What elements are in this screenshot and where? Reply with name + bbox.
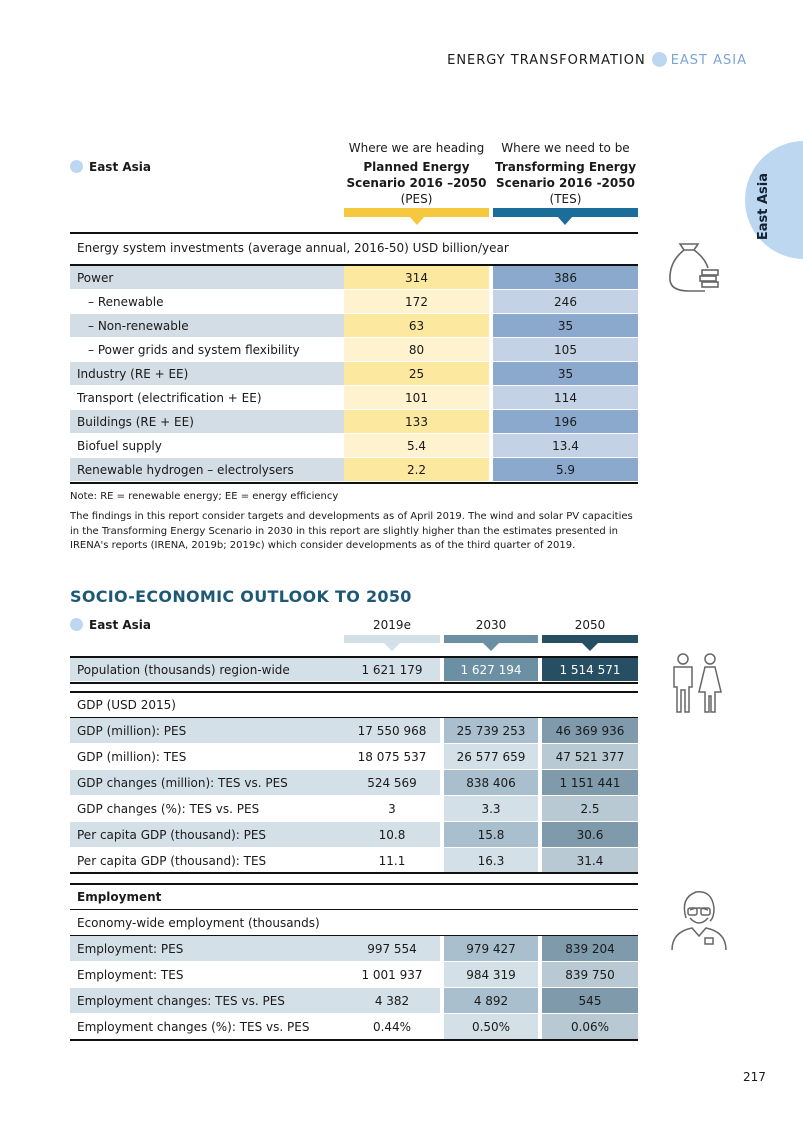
- tes-value: 105: [493, 338, 638, 362]
- value-2030: 4 892: [444, 988, 538, 1014]
- employment-title: Employment: [77, 890, 162, 904]
- pop-2030: 1 627 194: [444, 658, 538, 682]
- row-label: Per capita GDP (thousand): TES: [70, 848, 344, 874]
- table-row: [70, 1014, 638, 1040]
- investments-top-rule: [70, 232, 638, 234]
- arrow-2030-icon: [483, 643, 499, 651]
- employment-subtitle: Economy-wide employment (thousands): [77, 916, 320, 930]
- investment-row-label: – Power grids and system flexibility: [70, 338, 344, 362]
- value-2050: 46 369 936: [542, 718, 638, 744]
- tes-column-header: Where we need to be Transforming Energy Scenario 2016 -2050 (TES): [494, 141, 637, 206]
- pes-value: 63: [344, 314, 489, 338]
- value-2050: 1 151 441: [542, 770, 638, 796]
- value-2050: 30.6: [542, 822, 638, 848]
- investments-table: [70, 266, 638, 482]
- value-2019e: 17 550 968: [344, 718, 440, 744]
- value-2030: 838 406: [444, 770, 538, 796]
- tes-value: 386: [493, 266, 638, 290]
- pes-column-header: Where we are heading Planned Energy Scenario 2016 –2050 (PES): [346, 141, 487, 206]
- table-row: [70, 744, 638, 770]
- investment-row-label: – Non-renewable: [70, 314, 344, 338]
- value-2050: 839 204: [542, 936, 638, 962]
- value-2050: 2.5: [542, 796, 638, 822]
- row-label: Employment: TES: [70, 962, 344, 988]
- region-dot-icon: [70, 160, 83, 173]
- bar-2019e: [344, 635, 440, 643]
- value-2019e: 4 382: [344, 988, 440, 1014]
- header-section: ENERGY TRANSFORMATION: [447, 53, 646, 68]
- value-2030: 26 577 659: [444, 744, 538, 770]
- value-2050: 0.06%: [542, 1014, 638, 1040]
- row-label: Employment: PES: [70, 936, 344, 962]
- investment-row-label: – Renewable: [70, 290, 344, 314]
- pes-value: 172: [344, 290, 489, 314]
- note-findings: The findings in this report consider targets and developments as of April 2019. The wind and solar PV capacities in the Transforming Energy Scenario in 2030 in this report are slightly higher than the estimates presented in IRENA's reports (IRENA, 2019b; 2019c) which consider developments as of the third quarter of 2019.: [70, 511, 633, 551]
- investment-row-label: Biofuel supply: [70, 434, 344, 458]
- value-2019e: 0.44%: [344, 1014, 440, 1040]
- value-2019e: 11.1: [344, 848, 440, 874]
- bar-2030: [444, 635, 538, 643]
- pes-value: 25: [344, 362, 489, 386]
- investment-row: [70, 290, 638, 314]
- socio-section-title: SOCIO-ECONOMIC OUTLOOK TO 2050: [70, 587, 412, 606]
- tes-value: 35: [493, 314, 638, 338]
- year-header-2019e: 2019e: [373, 618, 411, 632]
- note-abbreviations: Note: RE = renewable energy; EE = energy efficiency: [70, 491, 339, 502]
- gdp-bottom-rule: [70, 872, 638, 874]
- pes-value: 80: [344, 338, 489, 362]
- row-label: GDP changes (million): TES vs. PES: [70, 770, 344, 796]
- tes-value: 114: [493, 386, 638, 410]
- value-2030: 3.3: [444, 796, 538, 822]
- table-row: [70, 822, 638, 848]
- value-2050: 31.4: [542, 848, 638, 874]
- investment-row: [70, 434, 638, 458]
- gdp-table: [70, 718, 638, 874]
- tes-value: 35: [493, 362, 638, 386]
- value-2019e: 3: [344, 796, 440, 822]
- pes-arrow-icon: [409, 216, 425, 225]
- population-row: Population (thousands) region-wide 1 621 179 1 627 194 1 514 571: [70, 658, 638, 682]
- header-region: EAST ASIA: [670, 53, 747, 68]
- value-2030: 25 739 253: [444, 718, 538, 744]
- pes-value: 5.4: [344, 434, 489, 458]
- investments-bottom-rule: [70, 482, 638, 484]
- value-2019e: 18 075 537: [344, 744, 440, 770]
- value-2030: 0.50%: [444, 1014, 538, 1040]
- value-2030: 16.3: [444, 848, 538, 874]
- investment-row: [70, 314, 638, 338]
- row-label: Employment changes (%): TES vs. PES: [70, 1014, 344, 1040]
- table-row: [70, 988, 638, 1014]
- employment-table: [70, 936, 638, 1040]
- investment-row-label: Renewable hydrogen – electrolysers: [70, 458, 344, 482]
- value-2030: 15.8: [444, 822, 538, 848]
- investment-row: [70, 410, 638, 434]
- table-row: [70, 936, 638, 962]
- page-number: 217: [743, 1070, 766, 1084]
- table-row: [70, 796, 638, 822]
- value-2050: 839 750: [542, 962, 638, 988]
- value-2019e: 997 554: [344, 936, 440, 962]
- investment-row: [70, 458, 638, 482]
- socio-region-dot-icon: [70, 618, 83, 631]
- tes-value: 196: [493, 410, 638, 434]
- tes-value: 246: [493, 290, 638, 314]
- investment-row-label: Transport (electrification + EE): [70, 386, 344, 410]
- tes-value: 13.4: [493, 434, 638, 458]
- header-dot-icon: [652, 52, 667, 67]
- investment-row-label: Industry (RE + EE): [70, 362, 344, 386]
- pes-value: 101: [344, 386, 489, 410]
- value-2030: 984 319: [444, 962, 538, 988]
- investment-row: [70, 338, 638, 362]
- investment-row: [70, 386, 638, 410]
- employment-bottom-rule: [70, 1039, 638, 1041]
- employment-rule: [70, 909, 638, 910]
- investment-row: [70, 266, 638, 290]
- value-2019e: 1 001 937: [344, 962, 440, 988]
- year-header-2030: 2030: [475, 618, 507, 632]
- row-label: Employment changes: TES vs. PES: [70, 988, 344, 1014]
- row-label: Per capita GDP (thousand): PES: [70, 822, 344, 848]
- table-row: [70, 718, 638, 744]
- tes-value: 5.9: [493, 458, 638, 482]
- pes-value: 2.2: [344, 458, 489, 482]
- year-header-2050: 2050: [574, 618, 606, 632]
- investment-row-label: Power: [70, 266, 344, 290]
- region-label: East Asia: [70, 160, 151, 174]
- gdp-top-rule: [70, 691, 638, 693]
- bar-2050: [542, 635, 638, 643]
- investment-row-label: Buildings (RE + EE): [70, 410, 344, 434]
- pop-2050: 1 514 571: [542, 658, 638, 682]
- population-bottom-rule: [70, 682, 638, 684]
- arrow-2050-icon: [582, 643, 598, 651]
- running-header: [447, 52, 747, 68]
- gdp-title: GDP (USD 2015): [77, 698, 176, 712]
- population-icon: [666, 652, 728, 714]
- money-bag-icon: [665, 236, 725, 296]
- row-label: GDP (million): PES: [70, 718, 344, 744]
- side-tab-label: East Asia: [756, 173, 771, 241]
- value-2050: 545: [542, 988, 638, 1014]
- value-2019e: 524 569: [344, 770, 440, 796]
- pop-2019e: 1 621 179: [344, 658, 440, 682]
- pes-value: 314: [344, 266, 489, 290]
- side-tab: [745, 141, 803, 259]
- table-row: [70, 770, 638, 796]
- employment-top-rule: [70, 883, 638, 885]
- value-2050: 47 521 377: [542, 744, 638, 770]
- socio-region-label: East Asia: [70, 618, 151, 632]
- value-2030: 979 427: [444, 936, 538, 962]
- pes-value: 133: [344, 410, 489, 434]
- table-row: [70, 962, 638, 988]
- investment-row: [70, 362, 638, 386]
- tes-arrow-icon: [557, 216, 573, 225]
- arrow-2019e-icon: [384, 643, 400, 651]
- table-row: [70, 848, 638, 874]
- row-label: GDP changes (%): TES vs. PES: [70, 796, 344, 822]
- population-table: [70, 658, 638, 682]
- investments-title: Energy system investments (average annual, 2016-50) USD billion/year: [77, 241, 509, 255]
- row-label: GDP (million): TES: [70, 744, 344, 770]
- employment-icon: [668, 888, 730, 952]
- value-2019e: 10.8: [344, 822, 440, 848]
